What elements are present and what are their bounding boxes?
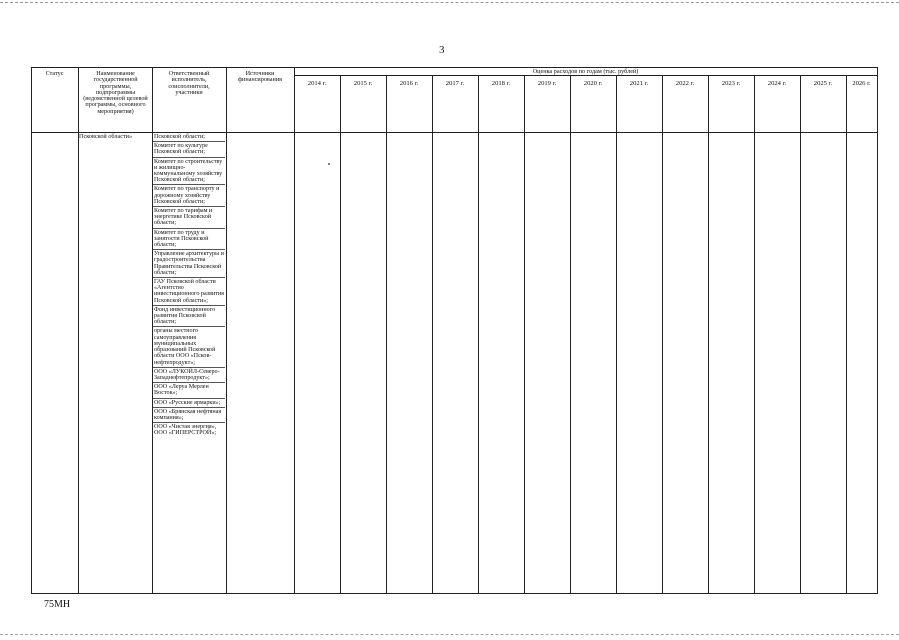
year-header: 2014 г. <box>307 80 327 87</box>
year-divider <box>432 75 433 594</box>
table-border-left <box>31 67 32 594</box>
year-header: 2016 г. <box>399 80 419 87</box>
year-divider <box>478 75 479 594</box>
header-executor: Ответственный исполнитель, соисполнители, участники <box>168 70 210 96</box>
year-header: 2024 г. <box>767 80 787 87</box>
year-header: 2015 г. <box>353 80 373 87</box>
table-border-right <box>877 67 878 594</box>
year-divider <box>662 75 663 594</box>
year-divider <box>340 75 341 594</box>
year-divider <box>708 75 709 594</box>
year-divider <box>616 75 617 594</box>
scan-edge-bottom <box>0 634 899 635</box>
year-divider <box>386 75 387 594</box>
executor-item: ООО «Леруа Мерлен Восток»; <box>153 383 225 398</box>
header-expenses: Оценка расходов по годам (тыс. рублей) <box>532 68 639 75</box>
header-funding-sources: Источники финансирования <box>238 70 282 84</box>
scan-speck <box>328 163 330 165</box>
scan-edge-top <box>0 2 899 3</box>
page-number: 3 <box>439 44 445 56</box>
header-bottom-line <box>31 132 877 133</box>
year-divider <box>570 75 571 594</box>
year-header: 2023 г. <box>721 80 741 87</box>
executor-item: ООО «Брянская нефтяная компания»; <box>153 408 225 423</box>
year-divider <box>524 75 525 594</box>
table-border-top <box>31 67 877 68</box>
executor-list <box>153 134 225 438</box>
executor-item: ООО «Чистая энергия», ООО «ГИПЕРСТРОЙ»; <box>154 424 217 437</box>
executor-item: Комитет по тарифам и энергетике Псковской области; <box>153 207 225 229</box>
executor-item: Управление архитектуры и градостроительства Правительства Псковской области; <box>153 250 225 278</box>
year-divider <box>846 75 847 594</box>
year-header: 2018 г. <box>491 80 511 87</box>
year-divider <box>754 75 755 594</box>
executor-item: Комитет по строительству и жилищно-коммунальному хозяйству Псковской области; <box>153 158 225 186</box>
col-divider <box>78 67 79 594</box>
col-divider <box>226 67 227 594</box>
executor-item: органы местного самоуправления муниципальных образований Псковской области ООО «Псков-нефтепродукт»; <box>153 327 225 367</box>
year-header: 2017 г. <box>445 80 465 87</box>
program-name-cell: Псковской области» <box>79 133 133 140</box>
footer-code: 75МН <box>44 599 71 610</box>
executor-item: ООО «Русские ярмарки»; <box>153 399 225 408</box>
year-header: 2021 г. <box>629 80 649 87</box>
executor-item: ООО «ЛУКОЙЛ-Северо-Западнефтепродукт»; <box>153 368 225 383</box>
col-divider <box>294 67 295 594</box>
executor-item: Комитет по культуре Псковской области; <box>153 142 225 157</box>
year-header: 2026 г. <box>852 80 871 87</box>
executor-item: Комитет по транспорту и дорожному хозяйству Псковской области; <box>153 185 225 207</box>
executor-item: ГАУ Псковской области «Агентство инвестиционного развития Псковской области»; <box>153 278 225 306</box>
executor-item: Комитет по труду и занятости Псковской области; <box>153 229 225 251</box>
year-header: 2025 г. <box>813 80 833 87</box>
year-header: 2022 г. <box>675 80 695 87</box>
year-header: 2019 г. <box>537 80 557 87</box>
year-divider <box>800 75 801 594</box>
executor-item: Фонд инвестиционного развития Псковской области; <box>153 306 225 328</box>
header-program-name: Наименование государственной программы, подпрограммы (ведомственной целевой программы, основного мероприятия) <box>83 70 148 115</box>
header-status: Статус <box>45 70 64 77</box>
table-bottom-edge <box>31 593 877 594</box>
year-header: 2020 г. <box>583 80 603 87</box>
executor-item: Псковской области; <box>153 134 225 142</box>
